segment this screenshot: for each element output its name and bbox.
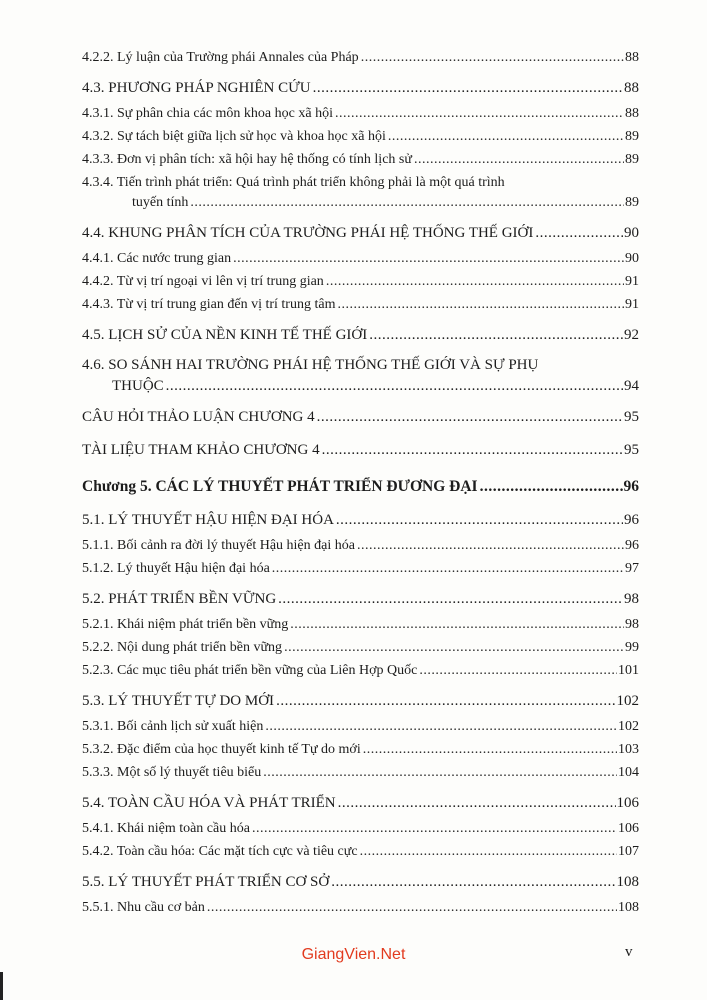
toc-entry-page: 106 (616, 795, 639, 811)
toc-entry-text: tuyến tính (132, 195, 189, 210)
toc-entry-text: 5.3.2. Đặc điểm của học thuyết kinh tế Tự do mới (82, 742, 361, 757)
toc-entry-references (0, 442, 707, 459)
toc-entry-5-4-1 (0, 821, 707, 837)
toc-entry-page: 104 (618, 765, 639, 780)
toc-entry-text: 4.3.2. Sự tách biệt giữa lịch sử học và khoa học xã hội (82, 129, 386, 144)
leader-dots (335, 106, 624, 122)
toc-entry-4-4-1 (0, 251, 707, 267)
leader-dots (233, 251, 624, 267)
toc-entry-5-1 (0, 512, 707, 529)
toc-entry-page: 96 (625, 538, 639, 553)
toc-entry-page: 88 (625, 50, 639, 65)
leader-dots (361, 50, 624, 66)
toc-entry-text: 5.4. TOÀN CẦU HÓA VÀ PHÁT TRIỂN (82, 795, 336, 811)
leader-dots (207, 900, 617, 916)
leader-dots (369, 327, 623, 344)
toc-entry-page: 88 (624, 80, 639, 96)
toc-entry-5-3 (0, 693, 707, 710)
leader-dots (363, 742, 617, 758)
toc-entry-text: 5.1. LÝ THUYẾT HẬU HIỆN ĐẠI HÓA (82, 512, 334, 528)
leader-dots (284, 640, 624, 656)
leader-dots (263, 765, 617, 781)
toc-entry-5-3-1 (0, 719, 707, 735)
toc-entry-text: 5.2.3. Các mục tiêu phát triển bền vững của Liên Hợp Quốc (82, 663, 418, 678)
leader-dots (322, 442, 623, 459)
toc-entry-5-1-1 (0, 538, 707, 554)
toc-entry-4-3-3 (0, 152, 707, 168)
toc-entry-page: 90 (625, 251, 639, 266)
toc-entry-page: 88 (625, 106, 639, 121)
toc-entry-text: 4.2.2. Lý luận của Trường phái Annales của Pháp (82, 50, 359, 65)
toc-entry-text: 5.2. PHÁT TRIỂN BỀN VỮNG (82, 591, 277, 607)
toc-entry-4-6 (0, 378, 707, 395)
toc-entry-page: 102 (616, 693, 639, 709)
leader-dots (360, 844, 617, 860)
toc-entry-page: 96 (623, 478, 639, 495)
toc-entry-page: 108 (618, 900, 639, 915)
toc-entry-page: 103 (618, 742, 639, 757)
toc-entry-text: 5.3. LÝ THUYẾT TỰ DO MỚI (82, 693, 275, 709)
toc-entry-4-4 (0, 225, 707, 242)
toc-entry-text: 5.3.1. Bối cảnh lịch sử xuất hiện (82, 719, 264, 734)
toc-entry-text: 5.1.1. Bối cảnh ra đời lý thuyết Hậu hiện đại hóa (82, 538, 355, 553)
leader-dots (535, 225, 623, 242)
leader-dots (317, 409, 623, 426)
leader-dots (336, 512, 623, 529)
toc-entry-page: 94 (624, 378, 639, 394)
toc-entry-chapter-5 (0, 478, 707, 496)
toc-entry-text: 5.3.3. Một số lý thuyết tiêu biểu (82, 765, 262, 780)
toc-entry-4-2-2 (0, 50, 707, 66)
toc-entry-5-2-1 (0, 617, 707, 633)
toc-entry-text: 4.4.1. Các nước trung gian (82, 251, 232, 266)
leader-dots (326, 274, 624, 290)
leader-dots (331, 874, 615, 891)
toc-entry-page: 91 (625, 274, 639, 289)
leader-dots (419, 663, 617, 679)
scan-edge-mark (0, 972, 3, 1000)
toc-entry-page: 106 (618, 821, 639, 836)
toc-entry-text: 4.4. KHUNG PHÂN TÍCH CỦA TRƯỜNG PHÁI HỆ THỐNG THẾ GIỚI (82, 225, 534, 241)
toc-entry-text: THUỘC (112, 378, 164, 394)
toc-entry-text: 4.3.1. Sự phân chia các môn khoa học xã hội (82, 106, 333, 121)
toc-entry-4-3-4 (0, 195, 707, 211)
toc-entry-text: 4.4.2. Từ vị trí ngoại vi lên vị trí trung gian (82, 274, 324, 289)
site-watermark: GiangVien.Net (301, 946, 406, 963)
toc-entry-text: 5.4.1. Khái niệm toàn cầu hóa (82, 821, 250, 836)
toc-entry-page: 108 (616, 874, 639, 890)
toc-entry-page: 89 (625, 195, 639, 210)
toc-entry-page: 97 (625, 561, 639, 576)
leader-dots (272, 561, 624, 577)
toc-entry-4-3-1 (0, 106, 707, 122)
toc-entry-text: 4.4.3. Từ vị trí trung gian đến vị trí trung tâm (82, 297, 336, 312)
toc-entry-page: 89 (625, 129, 639, 144)
toc-entry-4-6-line1: 4.6. SO SÁNH HAI TRƯỜNG PHÁI HỆ THỐNG THẾ GIỚI VÀ SỰ PHỤ (82, 357, 539, 373)
toc-entry-page: 98 (624, 591, 639, 607)
toc-entry-4-3-2 (0, 129, 707, 145)
toc-entry-text: TÀI LIỆU THAM KHẢO CHƯƠNG 4 (82, 442, 320, 458)
toc-entry-text: 5.1.2. Lý thuyết Hậu hiện đại hóa (82, 561, 270, 576)
leader-dots (388, 129, 624, 145)
toc-entry-4-4-3 (0, 297, 707, 313)
toc-entry-4-4-2 (0, 274, 707, 290)
toc-entry-5-2-3 (0, 663, 707, 679)
toc-entry-page: 98 (625, 617, 639, 632)
toc-entry-text: 4.5. LỊCH SỬ CỦA NỀN KINH TẾ THẾ GIỚI (82, 327, 368, 343)
toc-entry-5-3-2 (0, 742, 707, 758)
toc-entry-page: 102 (618, 719, 639, 734)
toc-entry-page: 92 (624, 327, 639, 343)
toc-entry-text: Chương 5. CÁC LÝ THUYẾT PHÁT TRIỂN ĐƯƠNG ĐẠI (82, 478, 478, 495)
toc-entry-5-5-1 (0, 900, 707, 916)
toc-entry-5-2 (0, 591, 707, 608)
leader-dots (276, 693, 615, 710)
leader-dots (357, 538, 624, 554)
toc-entry-4-3-4-line1: 4.3.4. Tiến trình phát triển: Quá trình phát triển không phải là một quá trình (82, 175, 505, 190)
leader-dots (166, 378, 623, 395)
leader-dots (338, 795, 616, 812)
toc-entry-5-5 (0, 874, 707, 891)
leader-dots (414, 152, 624, 168)
toc-entry-page: 96 (624, 512, 639, 528)
toc-entry-text: 4.3.3. Đơn vị phân tích: xã hội hay hệ thống có tính lịch sử (82, 152, 412, 167)
toc-entry-text: CÂU HỎI THẢO LUẬN CHƯƠNG 4 (82, 409, 315, 425)
page-number: v (625, 944, 633, 960)
toc-entry-5-4 (0, 795, 707, 812)
toc-entry-text: 5.5.1. Nhu cầu cơ bản (82, 900, 205, 915)
toc-entry-page: 95 (624, 442, 639, 458)
toc-entry-4-5 (0, 327, 707, 344)
leader-dots (265, 719, 617, 735)
toc-entry-4-3 (0, 80, 707, 97)
toc-entry-text: 4.3. PHƯƠNG PHÁP NGHIÊN CỨU (82, 80, 311, 96)
toc-entry-5-3-3 (0, 765, 707, 781)
toc-entry-5-1-2 (0, 561, 707, 577)
leader-dots (337, 297, 624, 313)
toc-entry-page: 89 (625, 152, 639, 167)
toc-entry-text: 5.5. LÝ THUYẾT PHÁT TRIỂN CƠ SỞ (82, 874, 330, 890)
toc-entry-5-4-2 (0, 844, 707, 860)
toc-entry-5-2-2 (0, 640, 707, 656)
toc-entry-page: 107 (618, 844, 639, 859)
leader-dots (278, 591, 623, 608)
toc-entry-text: 5.2.1. Khái niệm phát triển bền vững (82, 617, 289, 632)
toc-entry-page: 95 (624, 409, 639, 425)
toc-entry-page: 91 (625, 297, 639, 312)
toc-entry-page: 101 (618, 663, 639, 678)
toc-entry-page: 90 (624, 225, 639, 241)
leader-dots (313, 80, 623, 97)
leader-dots (290, 617, 624, 633)
toc-entry-page: 99 (625, 640, 639, 655)
leader-dots (190, 195, 624, 211)
toc-entry-text: 5.2.2. Nội dung phát triển bền vững (82, 640, 283, 655)
toc-entry-text: 5.4.2. Toàn cầu hóa: Các mặt tích cực và tiêu cực (82, 844, 358, 859)
leader-dots (252, 821, 617, 837)
toc-entry-discussion-questions (0, 409, 707, 426)
leader-dots (480, 478, 623, 496)
